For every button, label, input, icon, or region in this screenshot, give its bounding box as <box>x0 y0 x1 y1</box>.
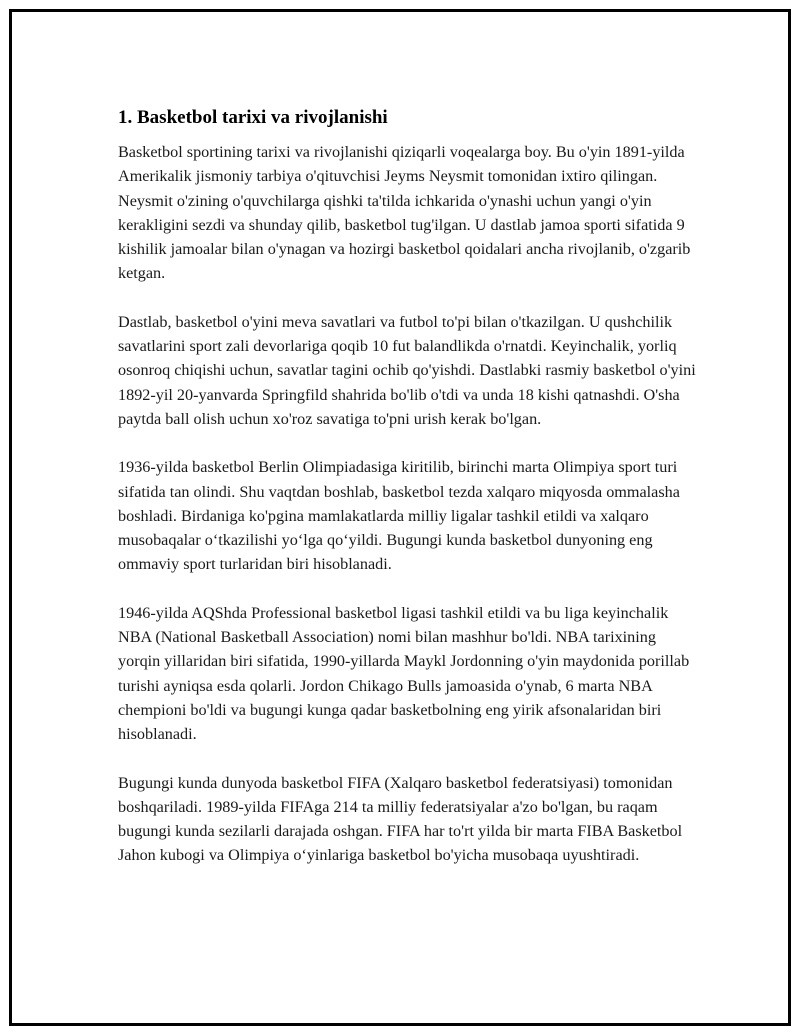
paragraph-olympics: 1936-yilda basketbol Berlin Olimpiadasiga kiritilib, birinchi marta Olimpiya sport turi sifatida tan olindi. Shu vaqtdan boshlab, basketbol tezda xalqaro miqyosda ommalasha boshladi. Birdaniga ko'pgina mamlakatlarda milliy ligalar tashkil etildi va xalqaro musobaqalar o‘tkazilishi yo‘lga qo‘yildi. Bugungi kunda basketbol dunyoning eng ommaviy sport turlaridan biri hisoblanadi. <box>118 458 680 574</box>
paragraph-federation: Bugungi kunda dunyoda basketbol FIFA (Xalqaro basketbol federatsiyasi) tomonidan boshqariladi. 1989-yilda FIFAga 214 ta milliy federatsiyalar a'zo bo'lgan, bu raqam bugungi kunda sezilarli darajada oshgan. FIFA har to'rt yilda bir marta FIBA Basketbol Jahon kubogi va Olimpiya o‘yinlariga basketbol bo'yicha musobaqa uyushtiradi. <box>118 773 683 865</box>
page-frame <box>9 9 791 1026</box>
section-heading: 1. Basketbol tarixi va rivojlanishi <box>118 107 388 128</box>
paragraph-nba: 1946-yilda AQShda Professional basketbol ligasi tashkil etildi va bu liga keyinchalik NBA (National Basketball Association) nomi bilan mashhur bo'ldi. NBA tarixining yorqin yillaridan biri sifatida, 1990-yillarda Maykl Jordonning o'yin maydonida porillab turishi ayniqsa esda qolarli. Jordon Chikago Bulls jamoasida o'ynab, 6 marta NBA chempioni bo'ldi va bugungi kunga qadar basketbolning eng yirik afsonalaridan biri hisoblanadi. <box>118 603 690 744</box>
paragraph-early-equipment: Dastlab, basketbol o'yini meva savatlari va futbol to'pi bilan o'tkazilgan. U qushchilik savatlarini sport zali devorlariga qoqib 10 fut balandlikda o'rnatdi. Keyinchalik, yorliq osonroq chiqishi uchun, savatlar tagini ochib qo'yishdi. Dastlabki rasmiy basketbol o'yini 1892-yil 20-yanvarda Springfild shahrida bo'lib o'tdi va unda 18 kishi qatnashdi. O'sha paytda ball olish uchun xo'roz savatiga to'pni urish kerak bo'lgan. <box>118 312 696 428</box>
document-body <box>118 105 698 892</box>
paragraph-history-origin: Basketbol sportining tarixi va rivojlanishi qiziqarli voqealarga boy. Bu o'yin 1891-yilda Amerikalik jismoniy tarbiya o'qituvchisi Jeyms Neysmit tomonidan ixtiro qilingan. Neysmit o'zining o'quvchilarga qishki ta'tilda ichkarida o'ynashi uchun yangi o'yin kerakligini sezdi va shunday qilib, basketbol tug'ilgan. U dastlab jamoa sporti sifatida 9 kishilik jamoalar bilan o'ynagan va hozirgi basketbol qoidalari ancha rivojlanib, o'zgarib ketgan. <box>118 143 691 283</box>
